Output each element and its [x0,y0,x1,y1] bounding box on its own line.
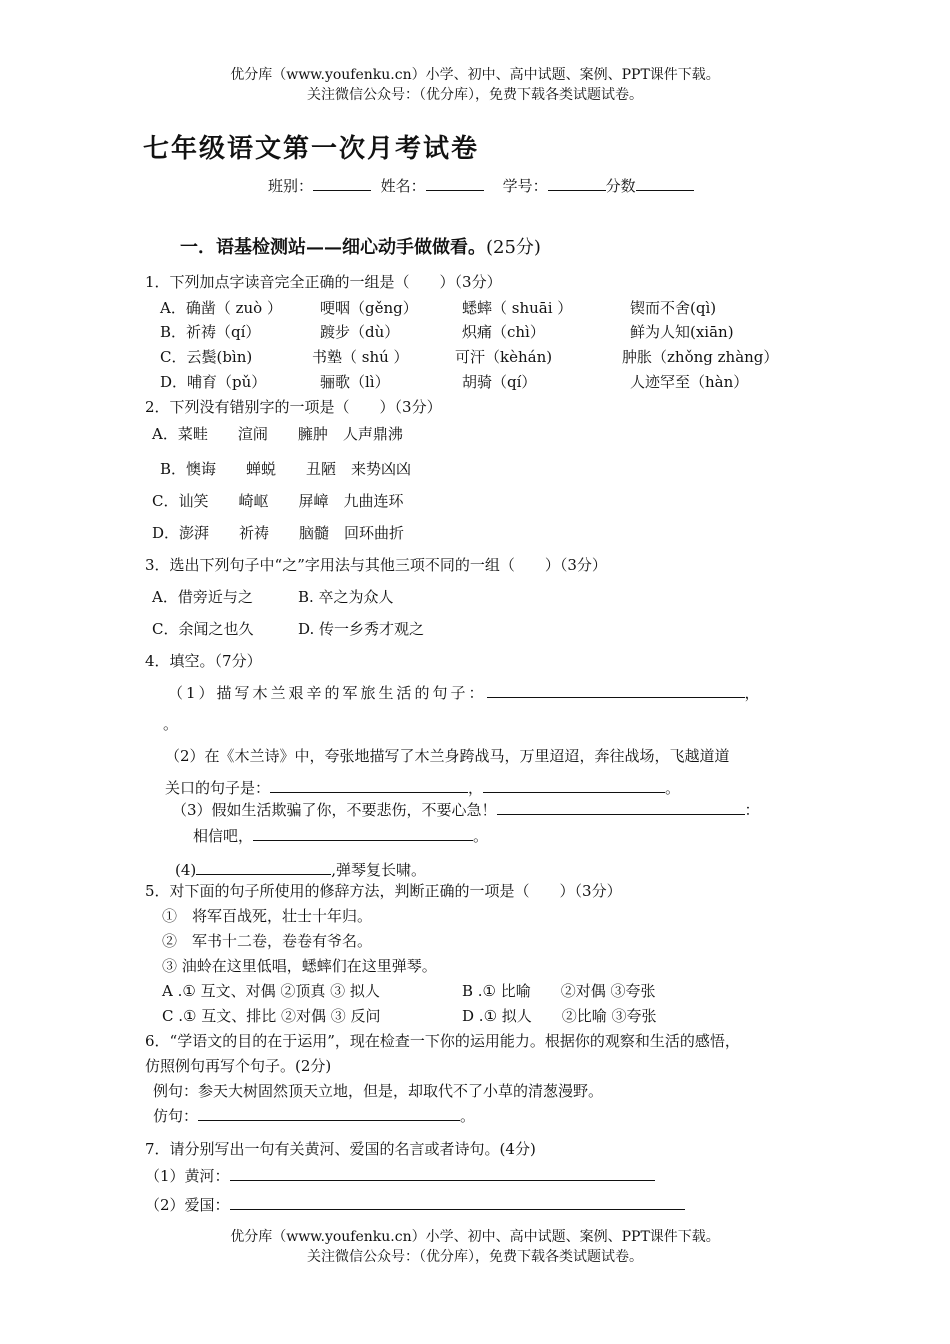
q1-option-c-3: 可汗（kèhán) [455,348,553,366]
q4-part-1-comma: ， [744,684,763,702]
q4-part-4 [175,859,426,880]
q6-example: 例句：参天大树固然顶天立地，但是，却取代不了小草的清葱漫野。 [153,1082,604,1100]
q7-stem: 7．请分别写出一句有关黄河、爱国的名言或者诗句。(4分) [145,1140,536,1158]
q4-part-1-text: （1）描写木兰艰辛的军旅生活的句子： [168,684,487,702]
q1-option-d-2: 骊歌（lì） [320,373,390,391]
q3-option-b: B. 卒之为众人 [298,588,394,606]
q1-option-c-4: 肿胀（zhǒng zhàng） [622,348,779,366]
q1-option-b-3: 炽痛（chì） [462,323,545,341]
q7-yellow-river-label: （1）黄河： [145,1167,230,1185]
q1-option-a-4: 锲而不舍(qì) [630,299,717,317]
q6-stem-line-1: 6．“学语文的目的在于运用”，现在检查一下你的运用能力。根据你的观察和生活的感悟， [145,1032,740,1050]
q1-option-a-3: 蟋蟀（ shuāi ） [462,299,573,317]
q7-patriotism-label: （2）爱国： [145,1196,230,1214]
q5-sentence-2: ② 军书十二卷，卷卷有爷名。 [162,932,373,950]
q6-imitate-blank[interactable] [198,1106,460,1121]
q4-part-3-cont [193,825,488,846]
header-line-2: 关注微信公众号：（优分库），免费下载各类试题试卷。 [307,87,643,103]
q5-sentence-3: ③ 油蛉在这里低唱，蟋蟀们在这里弹琴。 [162,957,437,975]
q1-option-b-2: 踱步（dù） [320,323,400,341]
q4-part-1 [168,682,763,703]
q3-option-d: D. 传一乡秀才观之 [298,620,425,638]
section-points: (25分) [486,237,541,258]
header-line-1: 优分库（www.youfenku.cn）小学、初中、高中试题、案例、PPT课件下载。 [230,67,720,83]
q5-option-a: A .① 互文、对偶 ②顶真 ③ 拟人 [162,982,380,1000]
q1-option-d-4: 人迹罕至（hàn） [630,373,749,391]
q4-part-3-label: 相信吧， [193,827,254,845]
q5-option-b: B .① 比喻 ②对偶 ③夸张 [462,982,656,1000]
q5-stem: 5．对下面的句子所使用的修辞方法，判断正确的一项是（ ）（3分） [145,882,622,900]
q1-option-d-1: D．哺育（pǔ） [160,373,267,391]
q4-part-2-blank-2[interactable] [483,778,665,793]
q7-patriotism-blank[interactable] [230,1195,685,1210]
footer-line-1: 优分库（www.youfenku.cn）小学、初中、高中试题、案例、PPT课件下载。 [230,1229,720,1245]
id-label: 学号： [502,177,548,195]
q4-part-1-cont: 。 [163,715,179,733]
q6-imitate-label: 仿句： [153,1107,199,1125]
q4-part-4-text: ,弹琴复长啸。 [331,861,427,879]
q1-option-b-4: 鲜为人知(xiān) [630,323,734,341]
student-info-line [268,175,694,196]
class-label: 班别： [268,177,314,195]
footer-line-2: 关注微信公众号：（优分库），免费下载各类试题试卷。 [307,1249,643,1265]
q4-part-2-blank-1[interactable] [270,778,468,793]
q4-part-2: （2）在《木兰诗》中，夸张地描写了木兰身跨战马，万里迢迢，奔往战场，飞越道道 [165,747,730,765]
section-heading [180,233,541,259]
q4-part-3-colon: ： [744,801,760,819]
q2-option-b: B．懊诲 蝉蜕 丑陋 来势凶凶 [160,460,412,478]
q1-option-c-1: C．云鬓(bìn) [160,348,253,366]
q2-option-a: A．菜畦 渲闹 臃肿 人声鼎沸 [152,425,403,443]
q2-stem: 2．下列没有错别字的一项是（ ）（3分） [145,398,442,416]
q7-yellow-river [145,1165,655,1186]
q4-part-3 [172,799,760,820]
page-title: 七年级语文第一次月考试卷 [143,134,480,164]
q7-yellow-river-blank[interactable] [230,1166,655,1181]
id-field[interactable] [548,176,606,191]
q4-part-3-blank-2[interactable] [253,826,473,841]
q1-stem: 1．下列加点字读音完全正确的一组是（ ）（3分） [145,273,502,291]
q2-option-c: C．讪笑 崎岖 屏嶂 九曲连环 [152,492,404,510]
class-field[interactable] [313,176,371,191]
name-field[interactable] [426,176,484,191]
q4-part-2-comma: ， [468,779,484,797]
q4-stem: 4．填空。（7分） [145,652,262,670]
q5-option-d: D .① 拟人 ②比喻 ③夸张 [462,1007,657,1025]
q1-option-a-2: 哽咽（gěng） [320,299,418,317]
score-field[interactable] [636,176,694,191]
q1-option-d-3: 胡骑（qí） [462,373,537,391]
q6-imitate [153,1105,475,1126]
q1-option-b-1: B．祈祷（qí） [160,323,261,341]
q1-option-c-2: 书塾（ shú ） [312,348,409,366]
q6-stem-line-2: 仿照例句再写个句子。(2分) [145,1057,332,1075]
q3-option-c: C．余闻之也久 [152,620,254,638]
q1-option-a-1: A．确凿（ zuò ） [160,299,282,317]
q4-part-2-label: 关口的句子是： [165,779,271,797]
section-title: 一．语基检测站——细心动手做做看。 [180,237,486,258]
q3-option-a: A．借旁近与之 [152,588,253,606]
q5-option-c: C .① 互文、排比 ②对偶 ③ 反问 [162,1007,381,1025]
q3-stem: 3．选出下列句子中“之”字用法与其他三项不同的一组（ ）（3分） [145,556,607,574]
q7-patriotism [145,1194,685,1215]
score-label: 分数 [605,177,636,195]
q4-part-2-period: 。 [665,779,681,797]
q4-part-3-period: 。 [473,827,489,845]
q4-part-4-blank[interactable] [196,860,331,875]
q5-sentence-1: ① 将军百战死，壮士十年归。 [162,907,373,925]
q2-option-d: D．澎湃 祈祷 脑髓 回环曲折 [152,524,405,542]
name-label: 姓名： [380,177,426,195]
q4-part-3-text: （3）假如生活欺骗了你，不要悲伤，不要心急！ [172,801,497,819]
q4-part-1-blank[interactable] [487,683,745,698]
q4-part-3-blank-1[interactable] [497,800,745,815]
q4-part-2-cont [165,777,680,798]
q6-imitate-period: 。 [460,1107,476,1125]
q4-part-4-label: (4) [175,861,197,879]
